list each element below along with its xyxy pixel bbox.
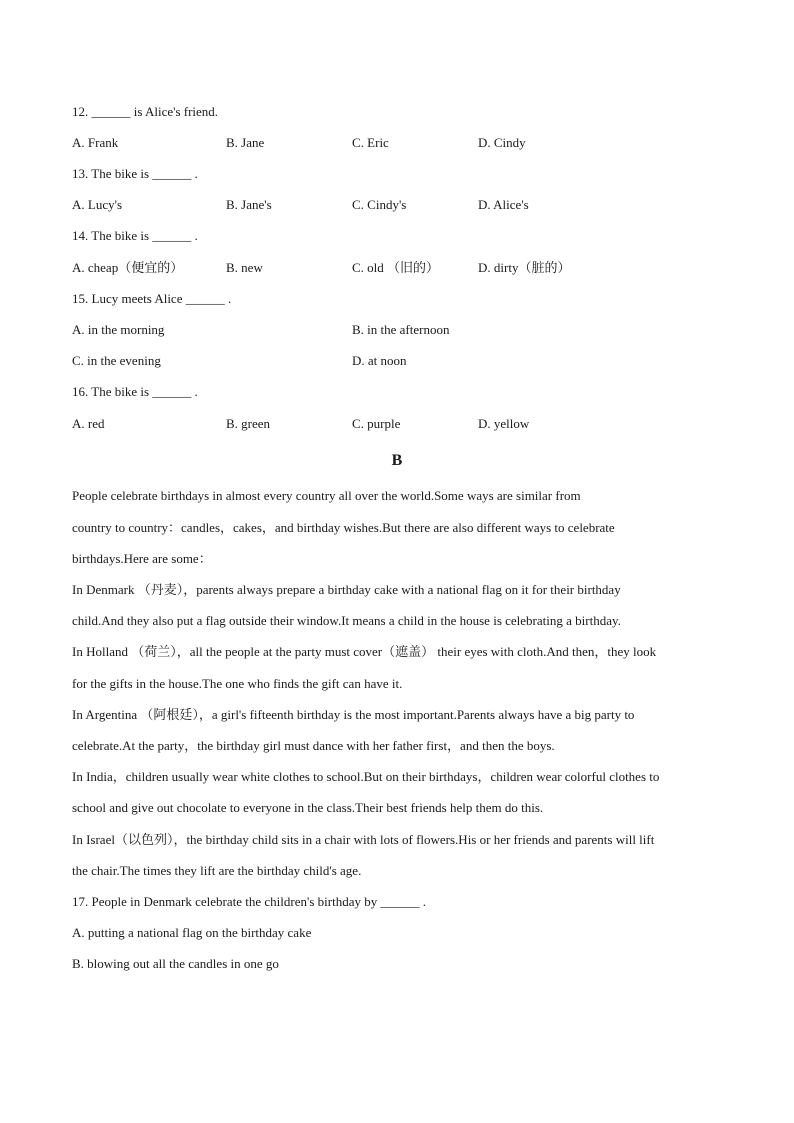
passage-line: People celebrate birthdays in almost every country all over the world.Some ways are similar from (72, 488, 581, 503)
q12-option-a: A. Frank (72, 135, 119, 150)
passage-line: school and give out chocolate to everyone in the class.Their best friends help them do this. (72, 800, 544, 815)
q15-option-a: A. in the morning (72, 322, 165, 337)
passage-line: the chair.The times they lift are the birthday child's age. (72, 863, 362, 878)
q12-option-c: C. Eric (352, 135, 389, 150)
q16-option-c: C. purple (352, 416, 401, 431)
q13-option-b: B. Jane's (226, 197, 272, 212)
q14-option-b: B. new (226, 260, 263, 275)
passage-line: country to country：candles，cakes，and birthday wishes.But there are also different ways to celebrate (72, 520, 615, 535)
q13-option-d: D. Alice's (478, 197, 529, 212)
question-16-stem: 16. The bike is ______ . (72, 384, 198, 399)
passage-line: In Holland （荷兰），all the people at the party must cover（遮盖） their eyes with cloth.And then，they look (72, 644, 657, 659)
passage-line: for the gifts in the house.The one who finds the gift can have it. (72, 676, 403, 691)
passage-line: celebrate.At the party，the birthday girl must dance with her father first，and then the boys. (72, 738, 555, 753)
q12-option-d: D. Cindy (478, 135, 526, 150)
section-heading: B (391, 452, 403, 469)
q17-option-a: A. putting a national flag on the birthday cake (72, 925, 312, 940)
passage-line: In Israel（以色列），the birthday child sits in a chair with lots of flowers.His or her friends and parents will lift (72, 832, 655, 847)
passage-line: In Argentina （阿根廷），a girl's fifteenth birthday is the most important.Parents always have a big party to (72, 707, 635, 722)
q14-option-c: C. old （旧的） (352, 260, 440, 275)
question-14-stem: 14. The bike is ______ . (72, 228, 198, 243)
question-13-stem: 13. The bike is ______ . (72, 166, 198, 181)
question-17-stem: 17. People in Denmark celebrate the children's birthday by ______ . (72, 894, 426, 909)
passage-line: birthdays.Here are some： (72, 551, 212, 566)
q16-option-b: B. green (226, 416, 271, 431)
passage-line: child.And they also put a flag outside their window.It means a child in the house is celebrating a birthday. (72, 613, 621, 628)
passage-line: In India，children usually wear white clothes to school.But on their birthdays，children wear colorful clothes to (72, 769, 660, 784)
q14-option-d: D. dirty（脏的） (478, 260, 571, 275)
q15-option-b: B. in the afternoon (352, 322, 450, 337)
q12-option-b: B. Jane (226, 135, 265, 150)
q15-option-c: C. in the evening (72, 353, 161, 368)
question-12-stem: 12. ______ is Alice's friend. (72, 104, 219, 119)
q13-option-a: A. Lucy's (72, 197, 123, 212)
passage-line: In Denmark （丹麦），parents always prepare a birthday cake with a national flag on it for their birthday (72, 582, 621, 597)
q15-option-d: D. at noon (352, 353, 407, 368)
q16-option-d: D. yellow (478, 416, 530, 431)
question-15-stem: 15. Lucy meets Alice ______ . (72, 291, 232, 306)
q16-option-a: A. red (72, 416, 105, 431)
q17-option-b: B. blowing out all the candles in one go (72, 956, 279, 971)
q14-option-a: A. cheap（便宜的） (72, 260, 184, 275)
q13-option-c: C. Cindy's (352, 197, 407, 212)
